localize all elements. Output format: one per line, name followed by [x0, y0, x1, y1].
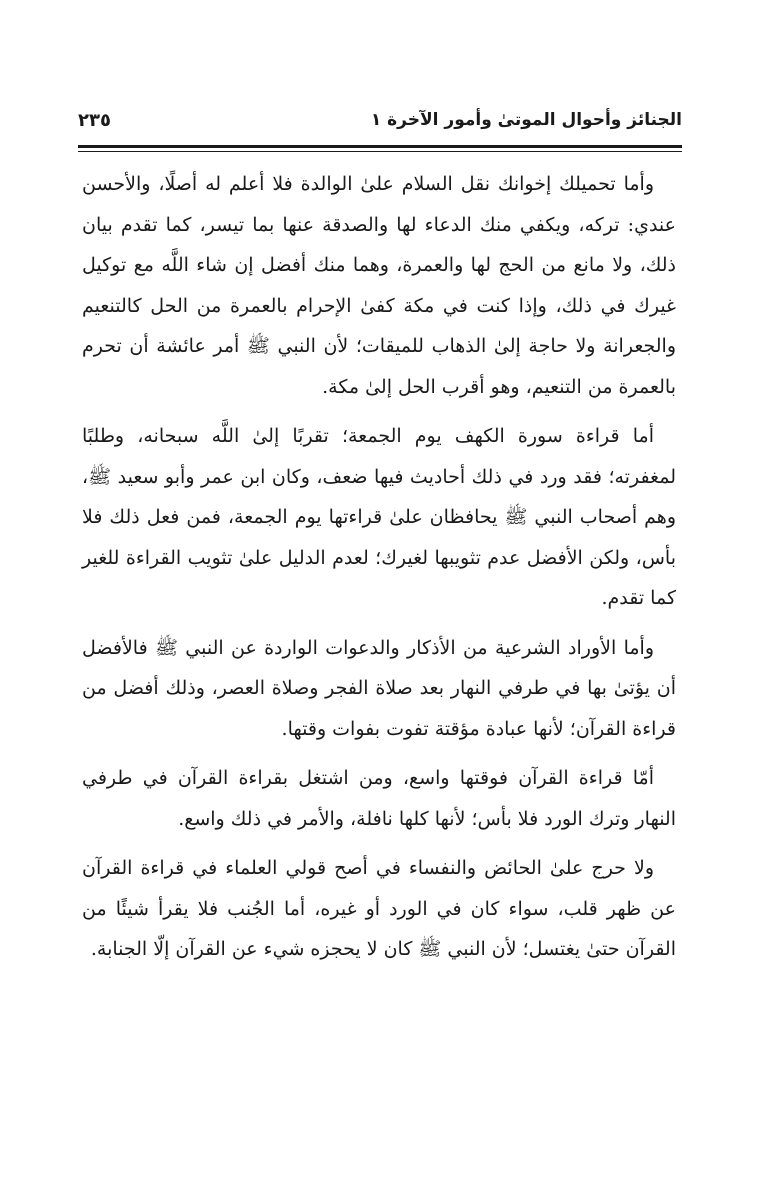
paragraph-umrah: وأما تحميلك إخوانك نقل السلام علىٰ الوالدة فلا أعلم له أصلًا، والأحسن عندي: تركه، ويكفي منك الدعاء لها والصدقة عنها بما تيسر، كما تقدم بيان ذلك، ولا مانع من الحج لها والعمرة، وهما منك أفضل إن شاء اللَّه مع توكيل غيرك في ذلك، وإذا كنت في مكة كفىٰ الإحرام بالعمرة من الحل كالتنعيم والجعرانة ولا حاجة إلىٰ الذهاب للميقات؛ لأن النبي ﷺ أمر عائشة أن تحرم بالعمرة من التنعيم، وهو أقرب الحل إلىٰ مكة. — [82, 173, 676, 398]
page-number: ٢٣٥ — [78, 110, 111, 131]
page-header — [78, 104, 682, 144]
paragraph-awrad: وأما الأوراد الشرعية من الأذكار والدعوات الواردة عن النبي ﷺ فالأفضل أن يؤتىٰ بها في طرفي النهار بعد صلاة الفجر وصلاة العصر، وذلك أفضل من قراءة القرآن؛ لأنها عبادة مؤقتة تفوت بفوات وقتها. — [82, 636, 676, 740]
body-text — [82, 164, 676, 979]
paragraph-quran-time: أمّا قراءة القرآن فوقتها واسع، ومن اشتغل بقراءة القرآن في طرفي النهار وترك الورد فلا بأس؛ لأنها كلها نافلة، والأمر في ذلك واسع. — [82, 767, 676, 830]
header-rule-thick — [78, 145, 682, 148]
paragraph-menstruation: ولا حرج علىٰ الحائض والنفساء في أصح قولي العلماء في قراءة القرآن عن ظهر قلب، سواء كان في الورد أو غيره، أما الجُنب فلا يقرأ شيئًا من القرآن حتىٰ يغتسل؛ لأن النبي ﷺ كان لا يحجزه شيء عن القرآن إلّا الجنابة. — [82, 857, 676, 960]
header-rule-thin — [78, 151, 682, 152]
running-title: الجنائز وأحوال الموتىٰ وأمور الآخرة ١ — [370, 110, 682, 130]
paragraph-surat-al-kahf: أما قراءة سورة الكهف يوم الجمعة؛ تقربًا إلىٰ اللَّه سبحانه، وطلبًا لمغفرته؛ فقد ورد في ذلك أحاديث فيها ضعف، وكان ابن عمر وأبو سعيد ﷺ، وهم أصحاب النبي ﷺ يحافظان علىٰ قراءتها يوم الجمعة، فمن فعل ذلك فلا بأس، ولكن الأفضل عدم تثويبها لغيرك؛ لعدم الدليل علىٰ تثويب القراءة للغير كما تقدم. — [82, 425, 676, 609]
